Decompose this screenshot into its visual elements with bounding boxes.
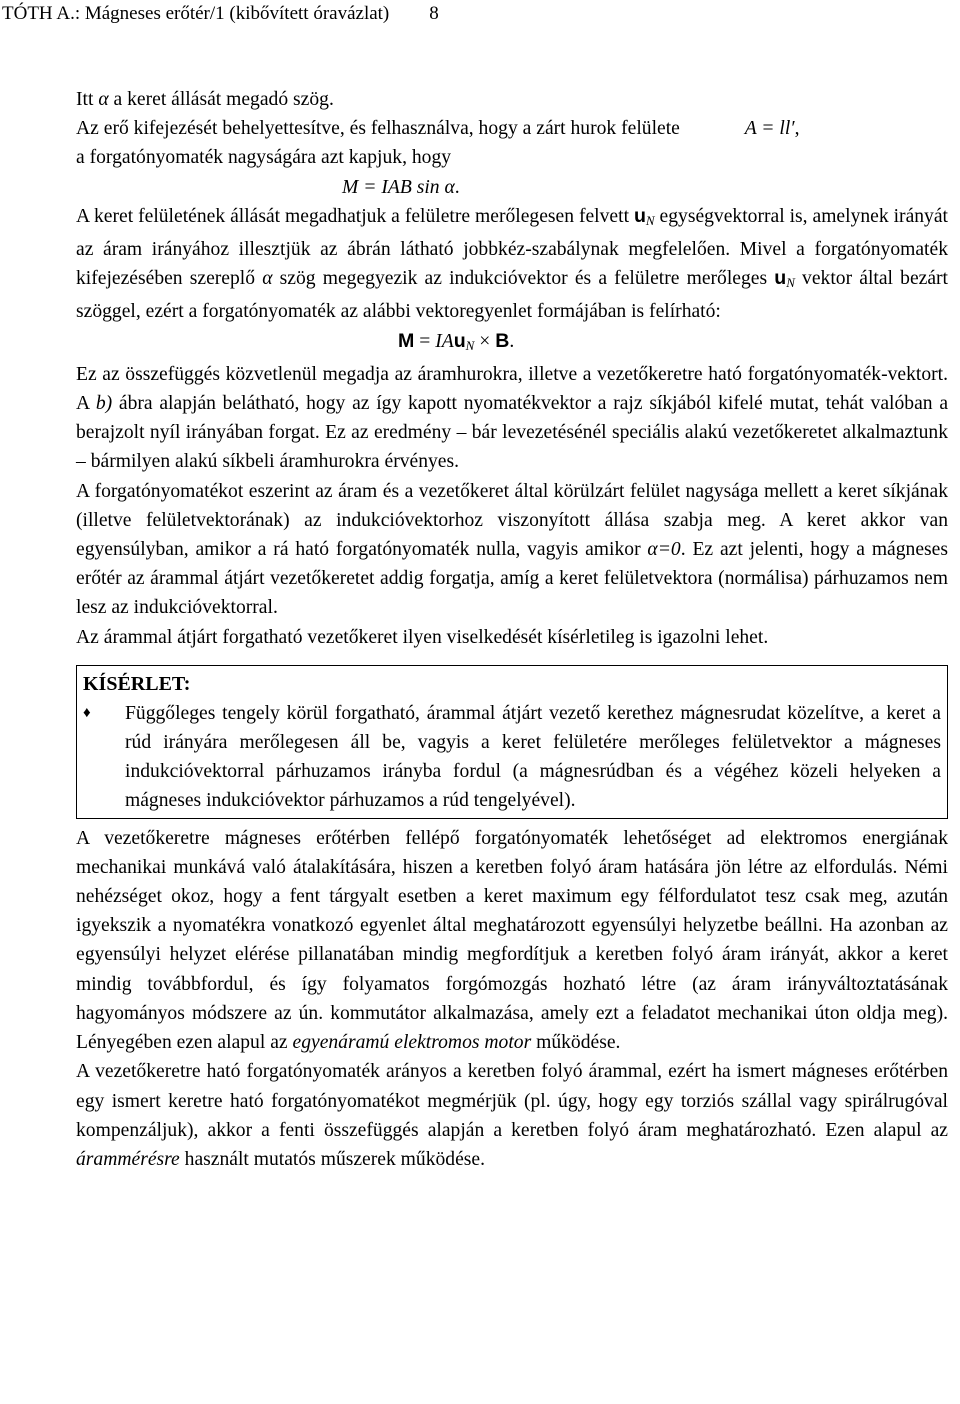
subscript-n: N — [645, 212, 655, 228]
page-header — [2, 3, 439, 25]
alpha-symbol: α — [262, 268, 273, 290]
experiment-title: KÍSÉRLET: — [83, 672, 191, 695]
equation-formula: M = IAB sin α — [342, 176, 455, 198]
experiment-box — [76, 665, 948, 819]
unit-vector-symbol: u — [633, 204, 646, 227]
text-run: szög megegyezik az indukcióvektor és a felületre merőleges — [272, 268, 775, 290]
paragraph-alpha-definition — [76, 85, 948, 114]
text-run: A vezetőkeretre ható forgatónyomaték arányos a keretben folyó árammal, ezért ha ismert mágneses erőtérben egy ismert keretre ható forgatónyomatékot megmérjük (pl. úgy, hogy egy torziós szállal vagy spirálrugóval kompenzáljuk), akkor a fenti összefüggés alapján a keretben folyó áram meghatározható. Ezen alapul az — [76, 1061, 948, 1141]
text-run: Itt — [76, 89, 99, 110]
text-run: a forgatónyomaték nagyságára azt kapjuk, hogy — [76, 147, 452, 169]
subscript-n: N — [465, 337, 475, 353]
text-run: használt mutatós műszerek működése. — [179, 1148, 486, 1170]
text-run: a keret állását megadó szög. — [108, 89, 334, 110]
text-run: vektor által bezárt szöggel, ezért a forgatónyomaték az alábbi vektoregyenlet formájában is felírható: — [76, 268, 948, 323]
current-area-symbol: IA — [435, 330, 454, 352]
emphasis-motor: egyenáramú elektromos motor — [292, 1032, 532, 1054]
cross-product-sign: × — [474, 330, 496, 352]
unit-vector-symbol: u — [453, 329, 466, 352]
text-run: Az erő kifejezését behelyettesítve, és felhasználva, hogy a zárt hurok felülete — [76, 118, 685, 140]
equals-sign: = — [414, 330, 436, 352]
emphasis-current-measurement: árammérésre — [76, 1148, 180, 1170]
alpha-zero-formula: α=0 — [647, 539, 681, 561]
equation-punct: . — [454, 176, 460, 198]
text-run: Ez az összefüggés közvetlenül megadja az áramhurokra, illetve a vezetőkeretre ható forgatónyomaték-vektort. A — [76, 363, 948, 415]
paragraph-motor — [76, 824, 948, 1058]
text-run: ábra alapján belátható, hogy az így kapott nyomatékvektor a rajz síkjából kifelé mutat, tehát valóban a berajzolt nyíl irányában forgat. Ez az eredmény – bár levezetésénél speciális alakú vezetőkeretet alkalmaztunk – bármilyen alakú síkbeli áramhurokra érvényes. — [76, 393, 949, 473]
paragraph-torque-vector — [76, 360, 948, 477]
text-run: A keret felületének állását megadhatjuk a felületre merőlegesen felvett — [76, 205, 634, 227]
page-number: 8 — [429, 3, 439, 24]
header-title: TÓTH A.: Mágneses erőtér/1 (kibővített óravázlat) — [2, 3, 390, 24]
experiment-text: Függőleges tengely körül forgatható, árammal átjárt vezető kerethez mágnesrudat közelítve, a keret a rúd irányára merőlegesen áll be, vagyis a keret felületére merőleges felületvektor a mágneses indukcióvektorral párhuzamos irányba fordul (a mágnesrúdban és a végéhez közeli helyeken a mágneses indukcióvektor párhuzamos a rúd tengelyével). — [125, 702, 941, 812]
experiment-item — [83, 699, 941, 816]
paragraph-equilibrium — [76, 477, 948, 623]
text-run: egységvektorral is, amelynek irányát az áram irányához illesztjük az ábrán látható jobbkéz-szabálynak megfelelően. Mivel a forgatónyomaték kifejezésében szereplő — [76, 205, 948, 290]
equation-punct: . — [509, 330, 515, 352]
paragraph-experimental-proof: Az árammal átjárt forgatható vezetőkeret ilyen viselkedését kísérletileg is igazolni lehet. — [76, 626, 769, 648]
torque-magnitude-equation — [76, 173, 948, 202]
text-run: . Ez azt jelenti, hogy a mágneses erőtér az árammal átjárt vezetőkeretet addig forgatja, amíg a keret felületvektora (normálisa) párhuzamos nem lesz az indukcióvektorral. — [76, 539, 948, 619]
text-run: , — [794, 118, 800, 140]
diamond-bullet-icon: ♦ — [83, 704, 91, 721]
text-run: működése. — [531, 1032, 621, 1054]
paragraph-ammeter — [76, 1057, 948, 1174]
figure-reference: b) — [95, 393, 113, 415]
torque-vector-symbol: M — [398, 329, 415, 352]
alpha-symbol: α — [98, 89, 109, 110]
text-run: A vezetőkeretre mágneses erőtérben fellépő forgatónyomaték lehetőséget ad elektromos energiának mechanikai munkává való átalakítására, hiszen a keretben folyó áram hatására jön létre az elfordulás. Némi nehézséget okoz, hogy a fent tárgyalt esetben a keret maximum egy félfordulatot tesz csak meg, azután igyekszik a nyomatékra vonatkozó egyenlet által meghatározott egyensúlyi helyzetbe beállni. Ha azonban az egyensúlyi helyzet elérése pillanatában mindig megfordítjuk a keretben folyó áram irányát, akkor a keret mindig továbbfordul, és így folyamatos forgómozgás hozható létre (az áram irányváltoztatásának hagyományos módszere az ún. kommutátor alkalmazása, amely ezt a feladatot mechanikai úton oldja meg). Lényegében ezen alapul az — [76, 827, 948, 1054]
torque-vector-equation — [76, 327, 948, 360]
document-body — [76, 85, 948, 1174]
subscript-n: N — [786, 275, 795, 291]
paragraph-unit-vector — [76, 202, 948, 327]
unit-vector-symbol: u — [774, 267, 787, 290]
paragraph-substitution — [76, 114, 948, 172]
induction-vector-symbol: B — [495, 329, 510, 352]
text-run: A forgatónyomatékot eszerint az áram és a vezetőkeret által körülzárt felület nagysága mellett a keret síkjának (illetve felületvektorának) az indukcióvektorhoz viszonyított állása szabja meg. A keret akkor van egyensúlyban, amikor a rá ható forgatónyomaték nulla, vagyis amikor — [76, 480, 948, 561]
area-formula: A = ll′ — [744, 118, 795, 140]
